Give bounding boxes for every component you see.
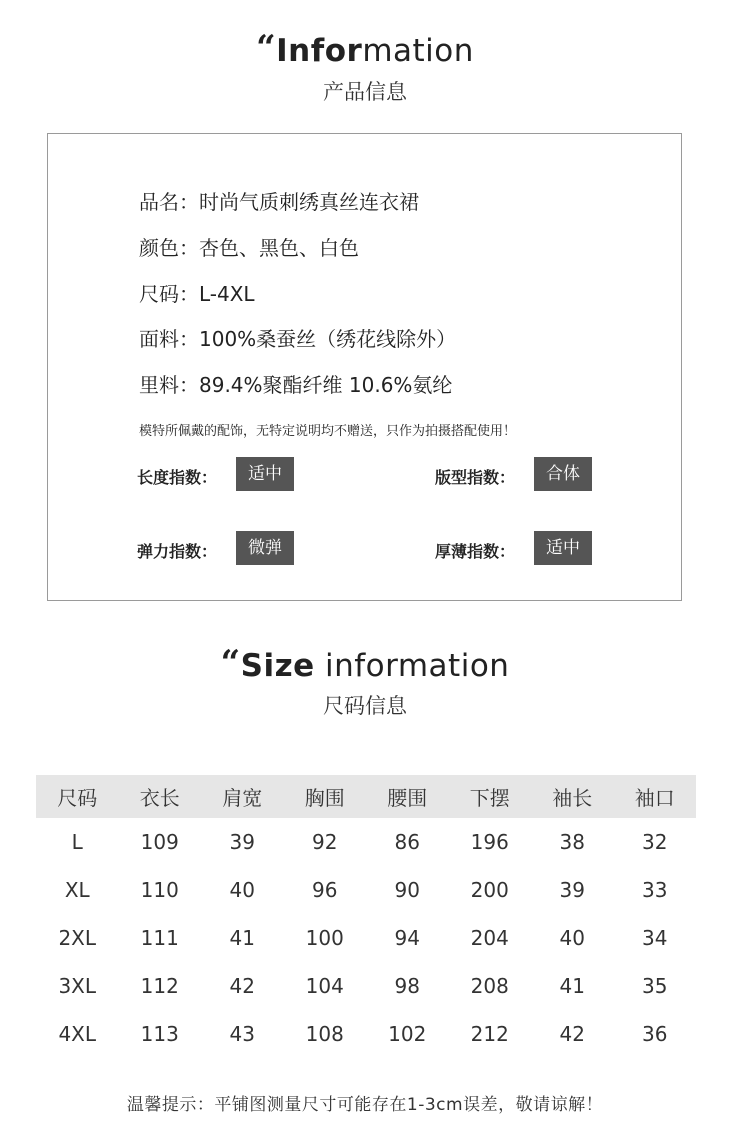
product-lining: 里料：89.4%聚酯纤维 10.6%氨纶 xyxy=(139,373,453,397)
info-subtitle: 产品信息 xyxy=(323,80,407,104)
thickness-index-label: 厚薄指数： xyxy=(435,542,516,561)
table-cell: 90 xyxy=(394,878,420,902)
table-cell: 109 xyxy=(140,830,179,854)
table-cell: 38 xyxy=(559,830,585,854)
table-row xyxy=(36,962,696,1010)
table-cell: 110 xyxy=(140,878,179,902)
table-cell: 108 xyxy=(305,1022,344,1046)
header-sleeve-length: 袖长 xyxy=(531,775,614,818)
fit-index-badge: 合体 xyxy=(534,457,592,491)
product-color: 颜色：杏色、黑色、白色 xyxy=(139,236,359,260)
quote-mark: “ xyxy=(220,643,241,683)
table-cell: 208 xyxy=(470,974,509,998)
size-table xyxy=(36,775,696,1058)
table-cell: 3XL xyxy=(58,974,97,998)
table-cell: 94 xyxy=(394,926,420,950)
table-row xyxy=(36,866,696,914)
table-cell: 112 xyxy=(140,974,179,998)
header-waist: 腰围 xyxy=(366,775,449,818)
product-size: 尺码：L-4XL xyxy=(139,282,255,306)
header-bust: 胸围 xyxy=(284,775,367,818)
table-row xyxy=(36,1010,696,1058)
size-title-bold: Size xyxy=(240,648,315,684)
table-cell: 200 xyxy=(470,878,509,902)
size-subtitle: 尺码信息 xyxy=(323,694,407,718)
header-length: 衣长 xyxy=(119,775,202,818)
table-row xyxy=(36,818,696,866)
header-size: 尺码 xyxy=(36,775,119,818)
table-cell: 86 xyxy=(394,830,420,854)
table-cell: 40 xyxy=(559,926,585,950)
table-cell: 204 xyxy=(470,926,509,950)
table-cell: 42 xyxy=(229,974,255,998)
table-cell: 36 xyxy=(642,1022,668,1046)
elasticity-index-badge: 微弹 xyxy=(236,531,294,565)
table-row xyxy=(36,914,696,962)
product-fabric: 面料：100%桑蚕丝（绣花线除外） xyxy=(139,327,457,351)
table-cell: 102 xyxy=(388,1022,427,1046)
product-name: 品名：时尚气质刺绣真丝连衣裙 xyxy=(139,190,419,214)
table-cell: 96 xyxy=(312,878,338,902)
table-cell: XL xyxy=(64,878,90,902)
length-index-label: 长度指数： xyxy=(137,468,218,487)
table-cell: 92 xyxy=(312,830,338,854)
table-cell: 39 xyxy=(229,830,255,854)
table-cell: 4XL xyxy=(58,1022,97,1046)
size-title xyxy=(0,643,730,684)
table-cell: 32 xyxy=(642,830,668,854)
table-cell: 111 xyxy=(140,926,179,950)
table-cell: 34 xyxy=(642,926,668,950)
quote-mark: “ xyxy=(256,28,277,68)
header-cuff: 袖口 xyxy=(614,775,697,818)
table-cell: 2XL xyxy=(58,926,97,950)
info-title xyxy=(0,28,730,69)
table-cell: 41 xyxy=(229,926,255,950)
length-index-badge: 适中 xyxy=(236,457,294,491)
elasticity-index-label: 弹力指数： xyxy=(137,542,218,561)
header-shoulder: 肩宽 xyxy=(201,775,284,818)
fit-index-label: 版型指数： xyxy=(435,468,516,487)
table-cell: 98 xyxy=(394,974,420,998)
accessory-note: 模特所佩戴的配饰，无特定说明均不赠送，只作为拍摄搭配使用！ xyxy=(139,424,517,439)
info-title-light: mation xyxy=(362,33,474,69)
measurement-tip: 温馨提示：平铺图测量尺寸可能存在1-3cm误差，敬请谅解！ xyxy=(126,1095,604,1115)
table-cell: 113 xyxy=(140,1022,179,1046)
table-cell: 104 xyxy=(305,974,344,998)
table-cell: 196 xyxy=(470,830,509,854)
table-cell: 212 xyxy=(470,1022,509,1046)
size-title-light: information xyxy=(314,648,510,684)
table-cell: 40 xyxy=(229,878,255,902)
table-cell: 39 xyxy=(559,878,585,902)
thickness-index-badge: 适中 xyxy=(534,531,592,565)
table-cell: 33 xyxy=(642,878,668,902)
table-cell: 100 xyxy=(305,926,344,950)
table-cell: L xyxy=(71,830,83,854)
table-cell: 41 xyxy=(559,974,585,998)
table-cell: 35 xyxy=(642,974,668,998)
header-hem: 下摆 xyxy=(449,775,532,818)
table-cell: 43 xyxy=(229,1022,255,1046)
info-title-bold: Infor xyxy=(276,33,363,69)
size-table-header xyxy=(36,775,696,818)
table-cell: 42 xyxy=(559,1022,585,1046)
